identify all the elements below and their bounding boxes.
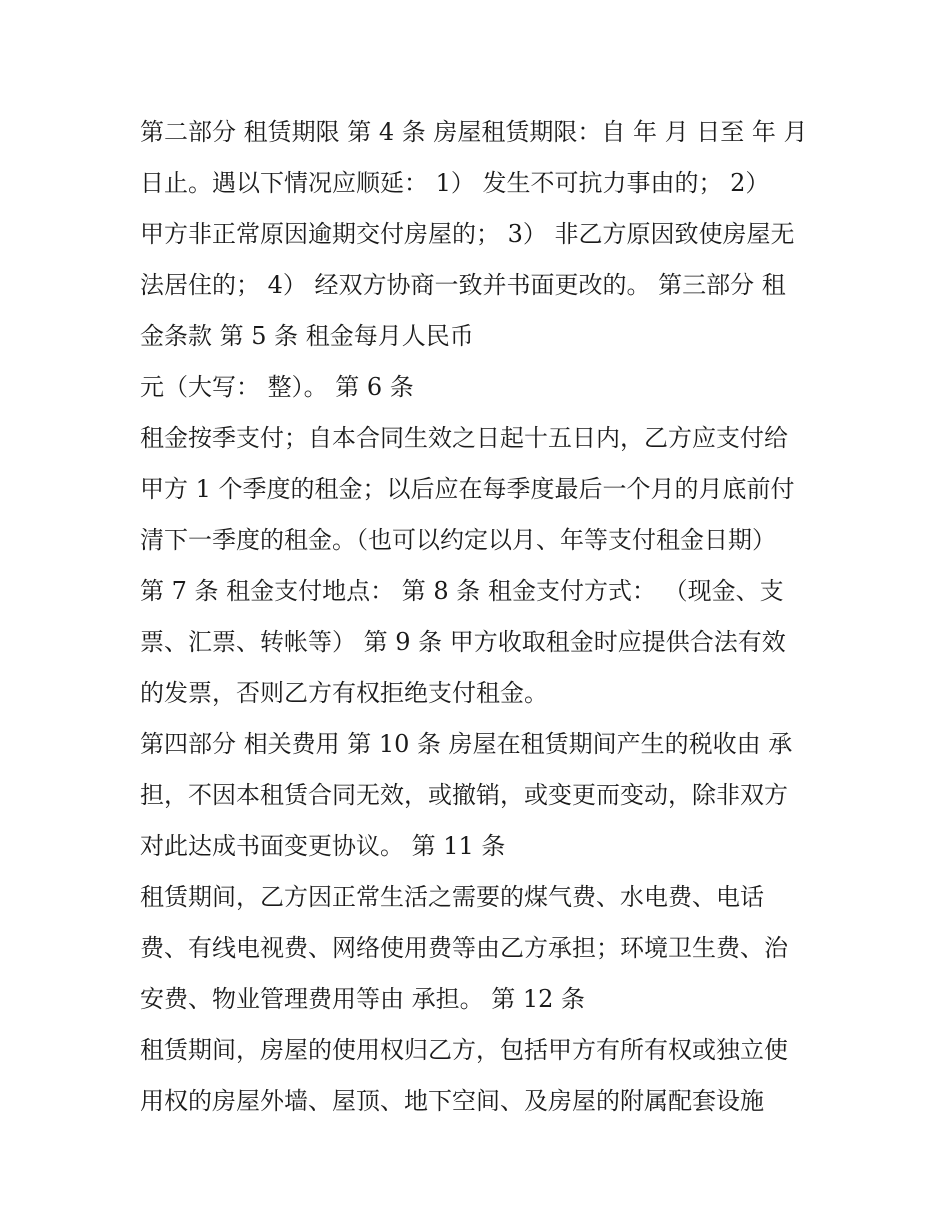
text-line-12: 的发票，否则乙方有权拒绝支付租金。 xyxy=(140,679,548,707)
text-line-3: 甲方非正常原因逾期交付房屋的； 3） 非乙方原因致使房屋无 xyxy=(140,220,795,248)
contract-body xyxy=(140,107,820,1127)
text-line-18: 安费、物业管理费用等由 承担。 第 12 条 xyxy=(140,985,586,1013)
text-line-5: 金条款 第 5 条 租金每月人民币 xyxy=(140,322,474,350)
text-line-2: 日止。遇以下情况应顺延： 1） 发生不可抗力事由的； 2） xyxy=(140,169,770,197)
text-line-11: 票、汇票、转帐等） 第 9 条 甲方收取租金时应提供合法有效 xyxy=(140,628,786,656)
text-line-14: 担，不因本租赁合同无效，或撤销，或变更而变动，除非双方 xyxy=(140,781,788,809)
text-line-9: 清下一季度的租金。（也可以约定以月、年等支付租金日期） xyxy=(140,526,776,554)
text-line-8: 甲方 1 个季度的租金；以后应在每季度最后一个月的月底前付 xyxy=(140,475,795,503)
text-line-6: 元（大写： 整）。 第 6 条 xyxy=(140,373,414,401)
text-line-15: 对此达成书面变更协议。 第 11 条 xyxy=(140,832,506,860)
text-line-17: 费、有线电视费、网络使用费等由乙方承担；环境卫生费、治 xyxy=(140,934,788,962)
text-line-7: 租金按季支付；自本合同生效之日起十五日内，乙方应支付给 xyxy=(140,424,788,452)
text-line-13: 第四部分 相关费用 第 10 条 房屋在租赁期间产生的税收由 承 xyxy=(140,730,793,758)
text-line-20: 用权的房屋外墙、屋顶、地下空间、及房屋的附属配套设施 xyxy=(140,1087,764,1115)
text-line-19: 租赁期间，房屋的使用权归乙方，包括甲方有所有权或独立使 xyxy=(140,1036,788,1064)
text-line-10: 第 7 条 租金支付地点： 第 8 条 租金支付方式： （现金、支 xyxy=(140,577,784,605)
text-line-16: 租赁期间，乙方因正常生活之需要的煤气费、水电费、电话 xyxy=(140,883,764,911)
text-line-1: 第二部分 租赁期限 第 4 条 房屋租赁期限：自 年 月 日至 年 月 xyxy=(140,118,808,146)
text-line-4: 法居住的； 4） 经双方协商一致并书面更改的。 第三部分 租 xyxy=(140,271,786,299)
